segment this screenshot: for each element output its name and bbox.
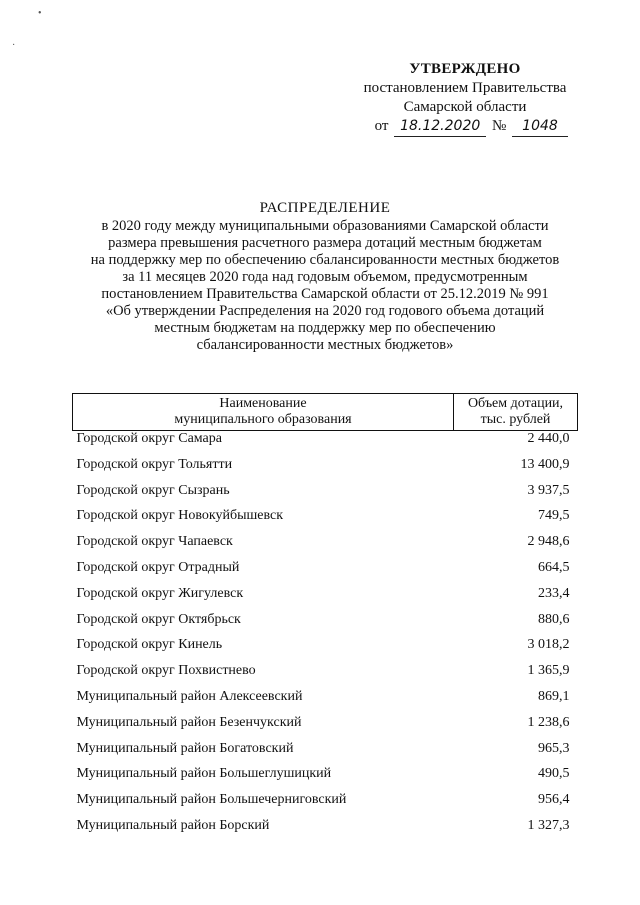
subsidy-amount: 956,4 <box>538 792 570 808</box>
table-row <box>73 637 578 663</box>
approval-stamp <box>340 60 590 137</box>
table-row <box>73 431 578 457</box>
municipality-name: Муниципальный район Безенчукский <box>76 714 302 730</box>
header-municipality <box>73 394 454 431</box>
table-row <box>73 612 578 638</box>
handwritten-date: 18.12.2020 <box>394 117 486 137</box>
subsidy-amount: 2 440,0 <box>527 431 570 446</box>
subsidy-amount: 869,1 <box>538 688 570 704</box>
table-row <box>73 560 578 586</box>
table-row <box>73 534 578 560</box>
subsidy-amount: 1 327,3 <box>527 817 570 833</box>
approval-line-2: Самарской области <box>403 99 527 115</box>
approval-line-1: постановлением Правительства <box>363 80 567 96</box>
document-title: РАСПРЕДЕЛЕНИЕ <box>259 200 391 216</box>
table-row <box>73 689 578 715</box>
number-prefix: № <box>491 118 507 134</box>
table-row <box>73 663 578 689</box>
date-prefix: от <box>374 118 389 134</box>
municipality-name: Муниципальный район Большеглушицкий <box>76 766 332 782</box>
subtitle-line: сбалансированности местных бюджетов» <box>196 337 454 353</box>
subsidy-amount: 3 018,2 <box>527 637 570 653</box>
header-municipality-line-2: муниципального образования <box>174 412 352 427</box>
municipality-name: Муниципальный район Большечерниговский <box>76 792 347 808</box>
approval-date-line <box>340 117 590 137</box>
subtitle-line: на поддержку мер по обеспечению сбалансированности местных бюджетов <box>90 252 560 268</box>
municipality-name: Городской округ Октябрьск <box>76 611 241 627</box>
table-row <box>73 818 578 844</box>
header-amount-line-2: тыс. рублей <box>480 412 551 427</box>
municipality-name: Муниципальный район Богатовский <box>76 740 294 756</box>
subsidy-amount: 490,5 <box>538 766 570 782</box>
scan-speck: · <box>12 40 16 51</box>
municipality-name: Муниципальный район Борский <box>76 817 270 833</box>
table-header-row <box>73 394 578 431</box>
header-municipality-line-1: Наименование <box>219 396 307 411</box>
subsidy-amount: 749,5 <box>538 508 570 524</box>
table-row <box>73 741 578 767</box>
subtitle-line: в 2020 году между муниципальными образованиями Самарской области <box>101 218 549 234</box>
subtitle-line: «Об утверждении Распределения на 2020 год годового объема дотаций <box>105 303 545 319</box>
table-row <box>73 792 578 818</box>
subtitle-line: местным бюджетам на поддержку мер по обеспечению <box>154 320 496 336</box>
municipality-name: Городской округ Отрадный <box>76 559 240 575</box>
subsidy-amount: 965,3 <box>538 740 570 756</box>
subsidy-amount: 664,5 <box>538 559 570 575</box>
subsidy-amount: 13 400,9 <box>520 456 570 472</box>
distribution-table <box>72 393 578 844</box>
table-row <box>73 508 578 534</box>
municipality-name: Городской округ Самара <box>76 431 222 446</box>
subsidy-amount: 2 948,6 <box>527 534 570 550</box>
subtitle-line: за 11 месяцев 2020 года над годовым объемом, предусмотренным <box>122 269 528 285</box>
header-amount-line-1: Объем дотации, <box>467 396 564 411</box>
table-row <box>73 766 578 792</box>
subsidy-amount: 233,4 <box>538 585 570 601</box>
table-row <box>73 483 578 509</box>
handwritten-number: 1048 <box>512 117 568 137</box>
subtitle-line: постановлением Правительства Самарской области от 25.12.2019 № 991 <box>101 286 549 302</box>
subsidy-amount: 1 365,9 <box>527 663 570 679</box>
municipality-name: Городской округ Чапаевск <box>76 534 233 550</box>
municipality-name: Городской округ Кинель <box>76 637 223 653</box>
approval-heading: УТВЕРЖДЕНО <box>409 61 521 77</box>
subsidy-amount: 1 238,6 <box>527 714 570 730</box>
subsidy-amount: 880,6 <box>538 611 570 627</box>
table-row <box>73 457 578 483</box>
subsidy-amount: 3 937,5 <box>527 482 570 498</box>
municipality-name: Городской округ Жигулевск <box>76 585 244 601</box>
municipality-name: Муниципальный район Алексеевский <box>76 688 303 704</box>
municipality-name: Городской округ Новокуйбышевск <box>76 508 284 524</box>
scan-speck: • <box>38 8 42 19</box>
municipality-name: Городской округ Похвистнево <box>76 663 256 679</box>
header-subsidy-amount <box>454 394 578 431</box>
table-row <box>73 715 578 741</box>
subtitle-line: размера превышения расчетного размера дотаций местным бюджетам <box>108 235 542 251</box>
municipality-name: Городской округ Тольятти <box>76 456 233 472</box>
document-title-block <box>60 200 590 354</box>
municipality-name: Городской округ Сызрань <box>76 482 230 498</box>
table-row <box>73 586 578 612</box>
